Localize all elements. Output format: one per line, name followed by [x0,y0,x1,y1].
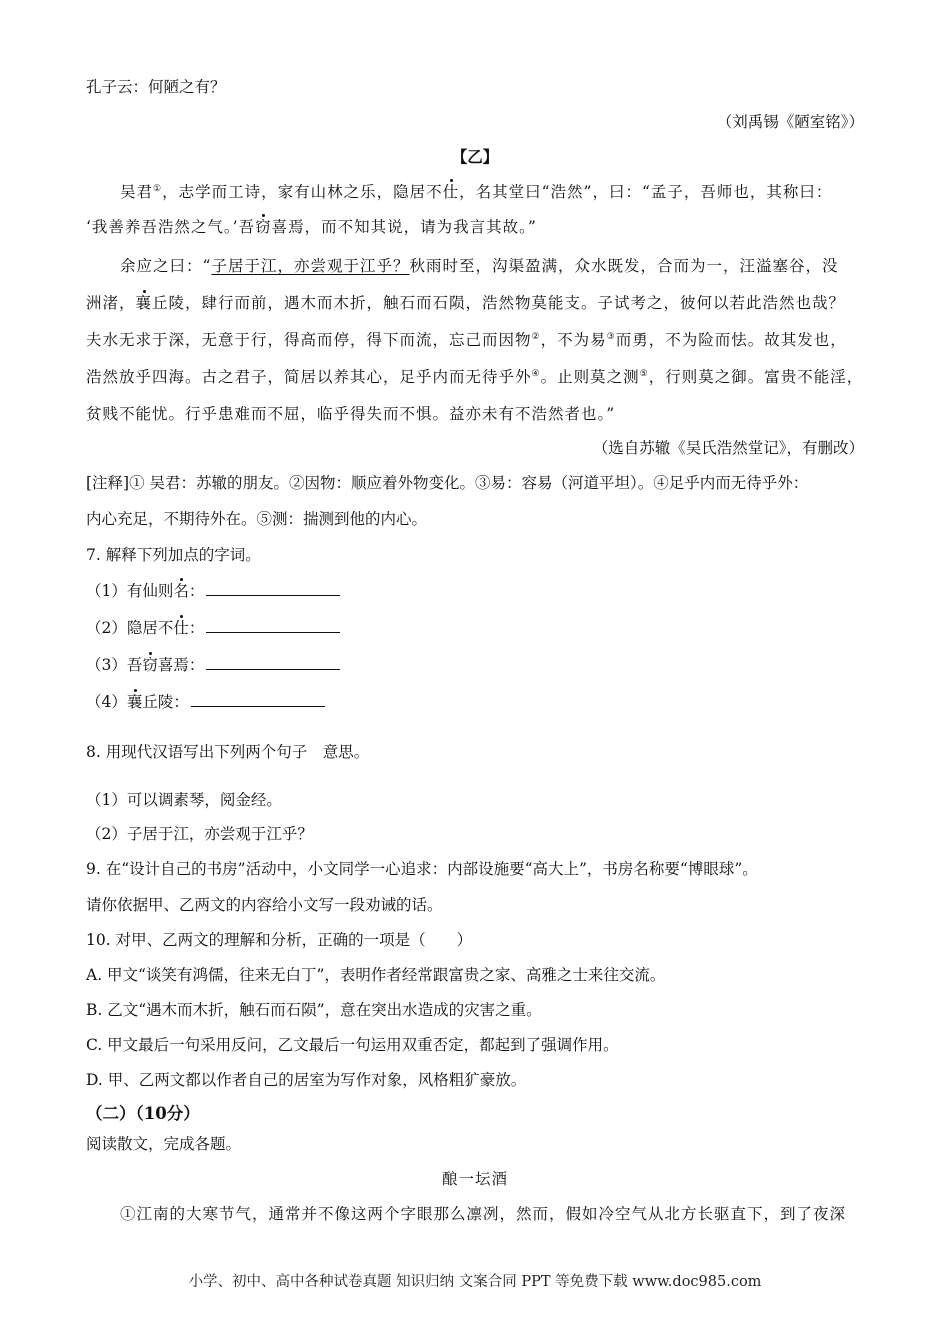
q7-item-1: （1）有仙则名： [86,580,864,602]
dotted-char: 仕 [442,183,460,201]
yi-paragraph-1-line-2: ‘我善养吾浩然之气。’吾窃喜焉，而不知其说，请为我言其故。” [86,218,537,236]
q7-item-2: （2）隐居不仕： [86,617,864,639]
dotted-char: 襄 [126,693,143,711]
dotted-char: 窃 [142,656,158,674]
answer-blank[interactable] [206,580,340,596]
yi-paragraph-1-line-1: 吴君①，志学而工诗，家有山林之乐，隐居不仕，名其堂曰“浩然”，曰：“孟子，吾师也，其称曰： [120,183,833,201]
q8-item-2: （2）子居于江，亦尝观于江乎？ [86,825,313,843]
yi-source: （选自苏辙《吴氏浩然堂记》，有删改） [592,439,864,457]
answer-blank[interactable] [206,654,340,670]
q9-line-2: 请你依据甲、乙两文的内容给小文写一段劝诫的话。 [86,896,443,914]
notes-line-1: [注释]① 吴君：苏辙的朋友。②因物：顺应着外物变化。③易：容易（河道平坦）。④足乎内而无待乎外： [86,474,809,492]
notes-line-2: 内心充足，不期待外在。⑤测：揣测到他的内心。 [86,510,428,528]
q10-option-a: A. 甲文“谈笑有鸿儒，往来无白丁”，表明作者经常跟富贵之家、高雅之士来往交流。 [86,966,666,984]
dotted-char: 襄 [135,294,153,312]
essay-paragraph-1: ①江南的大寒节气，通常并不像这两个字眼那么凛冽，然而，假如冷空气从北方长驱直下，到了夜深 [120,1205,847,1223]
section-2-heading: （二）（10分） [86,1104,200,1123]
q10-option-c: C. 甲文最后一句采用反问，乙文最后一句运用双重否定，都起到了强调作用。 [86,1036,619,1054]
answer-blank[interactable] [206,617,340,633]
q8-item-1: （1）可以调素琴，阅金经。 [86,791,282,809]
q8-stem: 8. 用现代汉语写出下列两个句子 意思。 [86,743,370,761]
yi-paragraph-2-line-5: 贫贱不能忧。行乎患难而不屈，临乎得失而不惧。益亦未有不浩然者也。” [86,405,616,423]
yi-title: 【乙】 [451,147,499,166]
yi-paragraph-2-line-3: 夫水无求于深，无意于行，得高而停，得下而流，忘己而因物②，不为易③而勇，不为险而怯。故其发也， [86,331,847,349]
q10-stem: 10. 对甲、乙两文的理解和分析，正确的一项是（ ） [86,931,473,949]
dotted-char: 名 [173,582,189,600]
page-footer: 小学、初中、高中各种试卷真题 知识归纳 文案合同 PPT 等免费下载 www.doc985.com [188,1274,762,1290]
q10-option-b: B. 乙文“遇木而木折，触石而石陨”，意在突出水造成的灾害之重。 [86,1001,542,1019]
essay-title: 酿一坛酒 [441,1170,508,1188]
dotted-char: 仕 [173,619,189,637]
q7-stem: 7. 解释下列加点的字词。 [86,546,261,564]
jia-last-line: 孔子云：何陋之有？ [86,78,226,96]
yi-paragraph-2-line-2: 洲渚，襄丘陵，肆行而前，遇木而木折，触石而石陨，浩然物莫能支。子试考之，彼何以若此浩然也哉？ [86,294,846,312]
underlined-sentence: 子居于江，亦尝观于江乎？ [211,257,410,275]
answer-blank[interactable] [191,691,325,707]
q10-option-d: D. 甲、乙两文都以作者自己的居室为写作对象，风格粗犷豪放。 [86,1071,527,1089]
q7-item-3: （3）吾窃喜焉： [86,654,864,676]
yi-paragraph-2-line-4: 浩然放乎四海。古之君子，简居以养其心，足乎内而无待乎外④。止则莫之测⑤，行则莫之御。富贵不能淫， [86,368,864,386]
section-2-instruction: 阅读散文，完成各题。 [86,1135,242,1153]
dotted-char: 窃 [255,218,272,236]
yi-paragraph-2-line-1: 余应之曰：“子居于江，亦尝观于江乎？秋雨时至，沟渠盈满，众水既发，合而为一，汪溢塞谷，没 [120,257,839,275]
jia-source: （刘禹锡《陋室铭》） [716,113,864,131]
q9-line-1: 9. 在“设计自己的书房”活动中，小文同学一心追求：内部设施要“高大上”，书房名称要“博眼球”。 [86,860,758,878]
q7-item-4: （4）襄丘陵： [86,691,864,713]
